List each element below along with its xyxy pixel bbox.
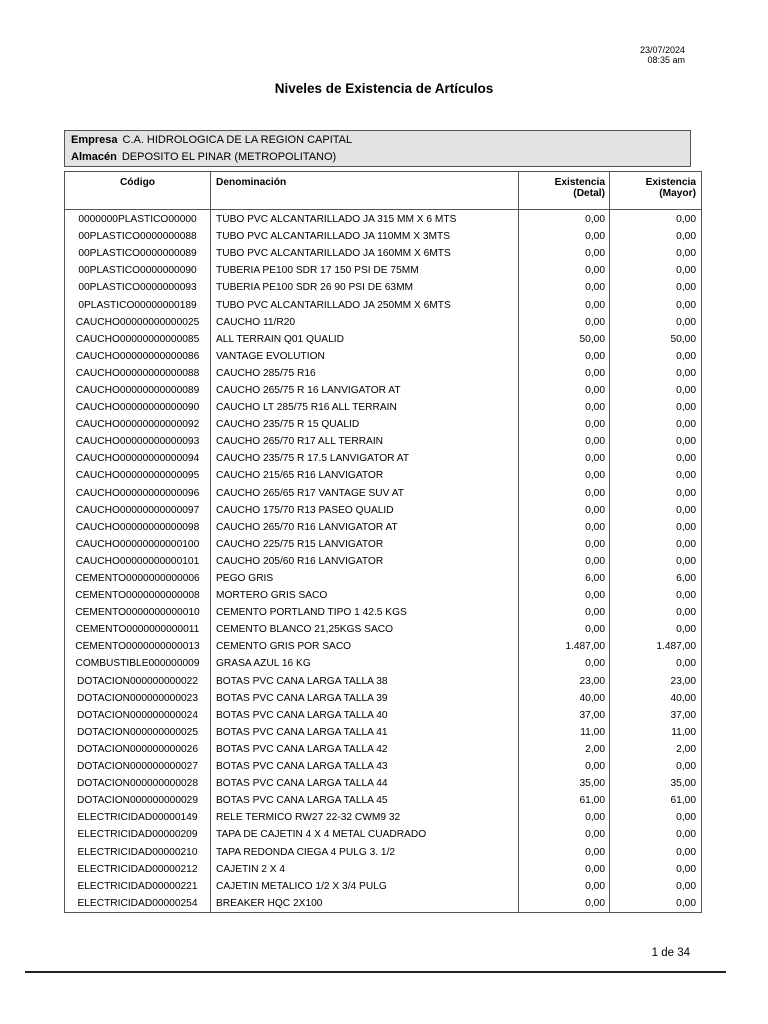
cell-codigo: CEMENTO0000000000006 [65, 570, 211, 587]
footer-divider [25, 971, 726, 973]
cell-denominacion: BOTAS PVC CANA LARGA TALLA 40 [211, 707, 519, 724]
table-header-row [65, 172, 702, 210]
cell-denominacion: BREAKER HQC 2X100 [211, 895, 519, 913]
cell-codigo: ELECTRICIDAD00000221 [65, 878, 211, 895]
cell-denominacion: CAUCHO 265/70 R17 ALL TERRAIN [211, 433, 519, 450]
cell-existencia-mayor: 0,00 [610, 861, 702, 878]
table-row [65, 485, 702, 502]
cell-existencia-mayor: 0,00 [610, 826, 702, 843]
cell-existencia-detal: 0,00 [519, 826, 610, 843]
cell-existencia-detal: 0,00 [519, 553, 610, 570]
inventory-table [64, 171, 702, 913]
cell-existencia-detal: 40,00 [519, 690, 610, 707]
cell-existencia-mayor: 0,00 [610, 433, 702, 450]
cell-existencia-mayor: 0,00 [610, 519, 702, 536]
cell-existencia-detal: 0,00 [519, 843, 610, 860]
cell-existencia-detal: 0,00 [519, 365, 610, 382]
cell-existencia-detal: 0,00 [519, 861, 610, 878]
cell-denominacion: BOTAS PVC CANA LARGA TALLA 44 [211, 775, 519, 792]
page-title: Niveles de Existencia de Artículos [274, 81, 494, 96]
table-row [65, 758, 702, 775]
cell-denominacion: CAUCHO 265/75 R 16 LANVIGATOR AT [211, 382, 519, 399]
cell-denominacion: BOTAS PVC CANA LARGA TALLA 41 [211, 724, 519, 741]
cell-existencia-detal: 0,00 [519, 485, 610, 502]
cell-existencia-detal: 0,00 [519, 878, 610, 895]
cell-existencia-mayor: 0,00 [610, 296, 702, 313]
cell-denominacion: BOTAS PVC CANA LARGA TALLA 42 [211, 741, 519, 758]
report-time-value: 08:35 am [647, 55, 685, 65]
cell-denominacion: CAUCHO 225/75 R15 LANVIGATOR [211, 536, 519, 553]
table-row [65, 331, 702, 348]
cell-existencia-detal: 11,00 [519, 724, 610, 741]
cell-existencia-detal: 0,00 [519, 450, 610, 467]
cell-codigo: ELECTRICIDAD00000210 [65, 843, 211, 860]
cell-codigo: CAUCHO00000000000097 [65, 502, 211, 519]
cell-existencia-mayor: 0,00 [610, 450, 702, 467]
table-row [65, 741, 702, 758]
table-row [65, 895, 702, 913]
cell-denominacion: BOTAS PVC CANA LARGA TALLA 45 [211, 792, 519, 809]
table-row [65, 724, 702, 741]
cell-denominacion: BOTAS PVC CANA LARGA TALLA 39 [211, 690, 519, 707]
cell-denominacion: MORTERO GRIS SACO [211, 587, 519, 604]
cell-denominacion: CEMENTO GRIS POR SACO [211, 638, 519, 655]
table-row [65, 655, 702, 672]
cell-existencia-mayor: 0,00 [610, 758, 702, 775]
cell-existencia-mayor: 0,00 [610, 536, 702, 553]
cell-denominacion: PEGO GRIS [211, 570, 519, 587]
cell-denominacion: BOTAS PVC CANA LARGA TALLA 38 [211, 673, 519, 690]
empresa-label: Empresa [71, 134, 118, 146]
header-mayor-line2: (Mayor) [659, 188, 696, 199]
table-row [65, 245, 702, 262]
cell-codigo: CAUCHO00000000000088 [65, 365, 211, 382]
cell-existencia-detal: 0,00 [519, 416, 610, 433]
cell-denominacion: BOTAS PVC CANA LARGA TALLA 43 [211, 758, 519, 775]
table-row [65, 450, 702, 467]
report-date-value: 23/07/2024 [639, 45, 685, 55]
header-denominacion: Denominación [211, 172, 519, 210]
cell-denominacion: TUBO PVC ALCANTARILLADO JA 250MM X 6MTS [211, 296, 519, 313]
table-row [65, 604, 702, 621]
cell-existencia-detal: 0,00 [519, 399, 610, 416]
cell-codigo: DOTACION000000000023 [65, 690, 211, 707]
cell-denominacion: CAUCHO 11/R20 [211, 314, 519, 331]
empresa-value: C.A. HIDROLOGICA DE LA REGION CAPITAL [122, 134, 353, 146]
cell-denominacion: CAUCHO 285/75 R16 [211, 365, 519, 382]
cell-codigo: 00PLASTICO0000000090 [65, 262, 211, 279]
cell-existencia-mayor: 6,00 [610, 570, 702, 587]
report-date [640, 45, 685, 65]
cell-codigo: DOTACION000000000022 [65, 673, 211, 690]
cell-existencia-detal: 0,00 [519, 519, 610, 536]
cell-codigo: CEMENTO0000000000010 [65, 604, 211, 621]
cell-existencia-mayor: 35,00 [610, 775, 702, 792]
table-row [65, 809, 702, 826]
cell-existencia-mayor: 0,00 [610, 365, 702, 382]
header-codigo: Código [65, 172, 211, 210]
cell-existencia-detal: 0,00 [519, 758, 610, 775]
cell-existencia-mayor: 0,00 [610, 809, 702, 826]
cell-codigo: 0000000PLASTICO00000 [65, 210, 211, 229]
table-row [65, 690, 702, 707]
cell-existencia-mayor: 0,00 [610, 399, 702, 416]
cell-denominacion: CAJETIN 2 X 4 [211, 861, 519, 878]
table-row [65, 638, 702, 655]
table-row [65, 878, 702, 895]
cell-existencia-detal: 2,00 [519, 741, 610, 758]
cell-existencia-mayor: 0,00 [610, 210, 702, 229]
cell-existencia-mayor: 0,00 [610, 895, 702, 913]
cell-existencia-mayor: 23,00 [610, 673, 702, 690]
cell-existencia-mayor: 0,00 [610, 382, 702, 399]
cell-existencia-mayor: 40,00 [610, 690, 702, 707]
cell-codigo: 00PLASTICO0000000088 [65, 228, 211, 245]
cell-existencia-mayor: 0,00 [610, 502, 702, 519]
cell-denominacion: CAUCHO 215/65 R16 LANVIGATOR [211, 467, 519, 484]
cell-codigo: COMBUSTIBLE000000009 [65, 655, 211, 672]
cell-codigo: CAUCHO00000000000101 [65, 553, 211, 570]
cell-existencia-mayor: 2,00 [610, 741, 702, 758]
table-row [65, 365, 702, 382]
cell-codigo: CAUCHO00000000000100 [65, 536, 211, 553]
table-row [65, 262, 702, 279]
cell-codigo: DOTACION000000000026 [65, 741, 211, 758]
cell-codigo: CAUCHO00000000000092 [65, 416, 211, 433]
table-row [65, 570, 702, 587]
cell-existencia-detal: 35,00 [519, 775, 610, 792]
page-number: 1 de 34 [651, 947, 690, 959]
table-row [65, 416, 702, 433]
cell-codigo: CEMENTO0000000000011 [65, 621, 211, 638]
cell-denominacion: ALL TERRAIN Q01 QUALID [211, 331, 519, 348]
table-row [65, 861, 702, 878]
cell-denominacion: CAUCHO LT 285/75 R16 ALL TERRAIN [211, 399, 519, 416]
cell-existencia-detal: 0,00 [519, 348, 610, 365]
cell-codigo: CAUCHO00000000000094 [65, 450, 211, 467]
cell-denominacion: TUBO PVC ALCANTARILLADO JA 315 MM X 6 MTS [211, 210, 519, 229]
table-row [65, 399, 702, 416]
cell-existencia-detal: 0,00 [519, 587, 610, 604]
cell-existencia-mayor: 0,00 [610, 843, 702, 860]
cell-codigo: CAUCHO00000000000085 [65, 331, 211, 348]
table-row [65, 673, 702, 690]
cell-existencia-detal: 61,00 [519, 792, 610, 809]
cell-existencia-detal: 0,00 [519, 621, 610, 638]
cell-denominacion: GRASA AZUL 16 KG [211, 655, 519, 672]
cell-denominacion: RELE TERMICO RW27 22-32 CWM9 32 [211, 809, 519, 826]
cell-existencia-detal: 0,00 [519, 228, 610, 245]
cell-existencia-detal: 0,00 [519, 314, 610, 331]
cell-denominacion: CAJETIN METALICO 1/2 X 3/4 PULG [211, 878, 519, 895]
almacen-label: Almacén [71, 151, 117, 163]
cell-existencia-detal: 0,00 [519, 536, 610, 553]
header-mayor-line1: Existencia [645, 177, 696, 188]
cell-existencia-detal: 0,00 [519, 433, 610, 450]
cell-existencia-detal: 0,00 [519, 604, 610, 621]
cell-denominacion: CAUCHO 265/70 R16 LANVIGATOR AT [211, 519, 519, 536]
cell-existencia-mayor: 0,00 [610, 348, 702, 365]
cell-codigo: CAUCHO00000000000089 [65, 382, 211, 399]
table-row [65, 826, 702, 843]
cell-existencia-mayor: 0,00 [610, 587, 702, 604]
header-existencia-mayor [610, 172, 702, 210]
cell-codigo: DOTACION000000000024 [65, 707, 211, 724]
table-row [65, 210, 702, 229]
cell-denominacion: CAUCHO 235/75 R 15 QUALID [211, 416, 519, 433]
cell-denominacion: TUBERIA PE100 SDR 17 150 PSI DE 75MM [211, 262, 519, 279]
cell-codigo: DOTACION000000000027 [65, 758, 211, 775]
cell-existencia-detal: 0,00 [519, 809, 610, 826]
cell-existencia-detal: 37,00 [519, 707, 610, 724]
cell-denominacion: CEMENTO BLANCO 21,25KGS SACO [211, 621, 519, 638]
company-box [64, 130, 691, 167]
cell-denominacion: CEMENTO PORTLAND TIPO 1 42.5 KGS [211, 604, 519, 621]
cell-codigo: ELECTRICIDAD00000209 [65, 826, 211, 843]
cell-existencia-detal: 0,00 [519, 502, 610, 519]
header-existencia-detal [519, 172, 610, 210]
table-row [65, 314, 702, 331]
cell-codigo: 00PLASTICO0000000089 [65, 245, 211, 262]
almacen-line [71, 151, 336, 163]
cell-existencia-detal: 0,00 [519, 467, 610, 484]
table-row [65, 228, 702, 245]
table-row [65, 519, 702, 536]
table-row [65, 467, 702, 484]
cell-denominacion: TAPA DE CAJETIN 4 X 4 METAL CUADRADO [211, 826, 519, 843]
cell-codigo: CAUCHO00000000000095 [65, 467, 211, 484]
cell-existencia-detal: 0,00 [519, 895, 610, 913]
cell-denominacion: TAPA REDONDA CIEGA 4 PULG 3. 1/2 [211, 843, 519, 860]
cell-codigo: CAUCHO00000000000025 [65, 314, 211, 331]
cell-denominacion: TUBO PVC ALCANTARILLADO JA 110MM X 3MTS [211, 228, 519, 245]
cell-existencia-detal: 0,00 [519, 655, 610, 672]
cell-existencia-detal: 0,00 [519, 262, 610, 279]
table-row [65, 296, 702, 313]
cell-existencia-mayor: 0,00 [610, 467, 702, 484]
table-row [65, 621, 702, 638]
cell-existencia-mayor: 0,00 [610, 655, 702, 672]
cell-existencia-mayor: 0,00 [610, 228, 702, 245]
cell-codigo: DOTACION000000000028 [65, 775, 211, 792]
cell-existencia-detal: 50,00 [519, 331, 610, 348]
cell-existencia-detal: 1.487,00 [519, 638, 610, 655]
cell-existencia-detal: 6,00 [519, 570, 610, 587]
cell-existencia-mayor: 0,00 [610, 245, 702, 262]
cell-codigo: DOTACION000000000029 [65, 792, 211, 809]
table-row [65, 433, 702, 450]
table-row [65, 587, 702, 604]
cell-codigo: CAUCHO00000000000090 [65, 399, 211, 416]
cell-existencia-detal: 0,00 [519, 279, 610, 296]
table-row [65, 502, 702, 519]
table-row [65, 792, 702, 809]
cell-denominacion: CAUCHO 175/70 R13 PASEO QUALID [211, 502, 519, 519]
cell-denominacion: CAUCHO 235/75 R 17.5 LANVIGATOR AT [211, 450, 519, 467]
cell-existencia-mayor: 0,00 [610, 314, 702, 331]
table-row [65, 707, 702, 724]
cell-denominacion: TUBO PVC ALCANTARILLADO JA 160MM X 6MTS [211, 245, 519, 262]
table-row [65, 382, 702, 399]
table-row [65, 843, 702, 860]
cell-existencia-mayor: 0,00 [610, 878, 702, 895]
cell-existencia-mayor: 0,00 [610, 553, 702, 570]
almacen-value: DEPOSITO EL PINAR (METROPOLITANO) [121, 151, 337, 163]
cell-existencia-mayor: 0,00 [610, 279, 702, 296]
cell-existencia-mayor: 0,00 [610, 621, 702, 638]
cell-codigo: 0PLASTICO00000000189 [65, 296, 211, 313]
cell-existencia-mayor: 37,00 [610, 707, 702, 724]
header-detal-line1: Existencia [554, 177, 605, 188]
cell-denominacion: CAUCHO 265/65 R17 VANTAGE SUV AT [211, 485, 519, 502]
cell-codigo: ELECTRICIDAD00000149 [65, 809, 211, 826]
table-row [65, 348, 702, 365]
cell-codigo: CAUCHO00000000000098 [65, 519, 211, 536]
cell-existencia-mayor: 0,00 [610, 485, 702, 502]
cell-existencia-detal: 23,00 [519, 673, 610, 690]
cell-denominacion: TUBERIA PE100 SDR 26 90 PSI DE 63MM [211, 279, 519, 296]
table-row [65, 775, 702, 792]
cell-codigo: 00PLASTICO0000000093 [65, 279, 211, 296]
cell-existencia-mayor: 11,00 [610, 724, 702, 741]
cell-existencia-mayor: 1.487,00 [610, 638, 702, 655]
cell-existencia-detal: 0,00 [519, 245, 610, 262]
table-row [65, 279, 702, 296]
cell-existencia-detal: 0,00 [519, 296, 610, 313]
cell-existencia-mayor: 0,00 [610, 262, 702, 279]
table-row [65, 553, 702, 570]
cell-existencia-mayor: 50,00 [610, 331, 702, 348]
cell-codigo: CEMENTO0000000000008 [65, 587, 211, 604]
empresa-line [71, 134, 352, 146]
cell-codigo: ELECTRICIDAD00000212 [65, 861, 211, 878]
table-row [65, 536, 702, 553]
cell-codigo: CAUCHO00000000000086 [65, 348, 211, 365]
cell-denominacion: VANTAGE EVOLUTION [211, 348, 519, 365]
cell-codigo: CAUCHO00000000000093 [65, 433, 211, 450]
header-detal-line2: (Detal) [573, 188, 605, 199]
cell-codigo: ELECTRICIDAD00000254 [65, 895, 211, 913]
cell-denominacion: CAUCHO 205/60 R16 LANVIGATOR [211, 553, 519, 570]
cell-existencia-mayor: 0,00 [610, 604, 702, 621]
cell-existencia-mayor: 0,00 [610, 416, 702, 433]
cell-existencia-mayor: 61,00 [610, 792, 702, 809]
cell-codigo: DOTACION000000000025 [65, 724, 211, 741]
cell-codigo: CEMENTO0000000000013 [65, 638, 211, 655]
cell-existencia-detal: 0,00 [519, 210, 610, 229]
cell-codigo: CAUCHO00000000000096 [65, 485, 211, 502]
cell-existencia-detal: 0,00 [519, 382, 610, 399]
